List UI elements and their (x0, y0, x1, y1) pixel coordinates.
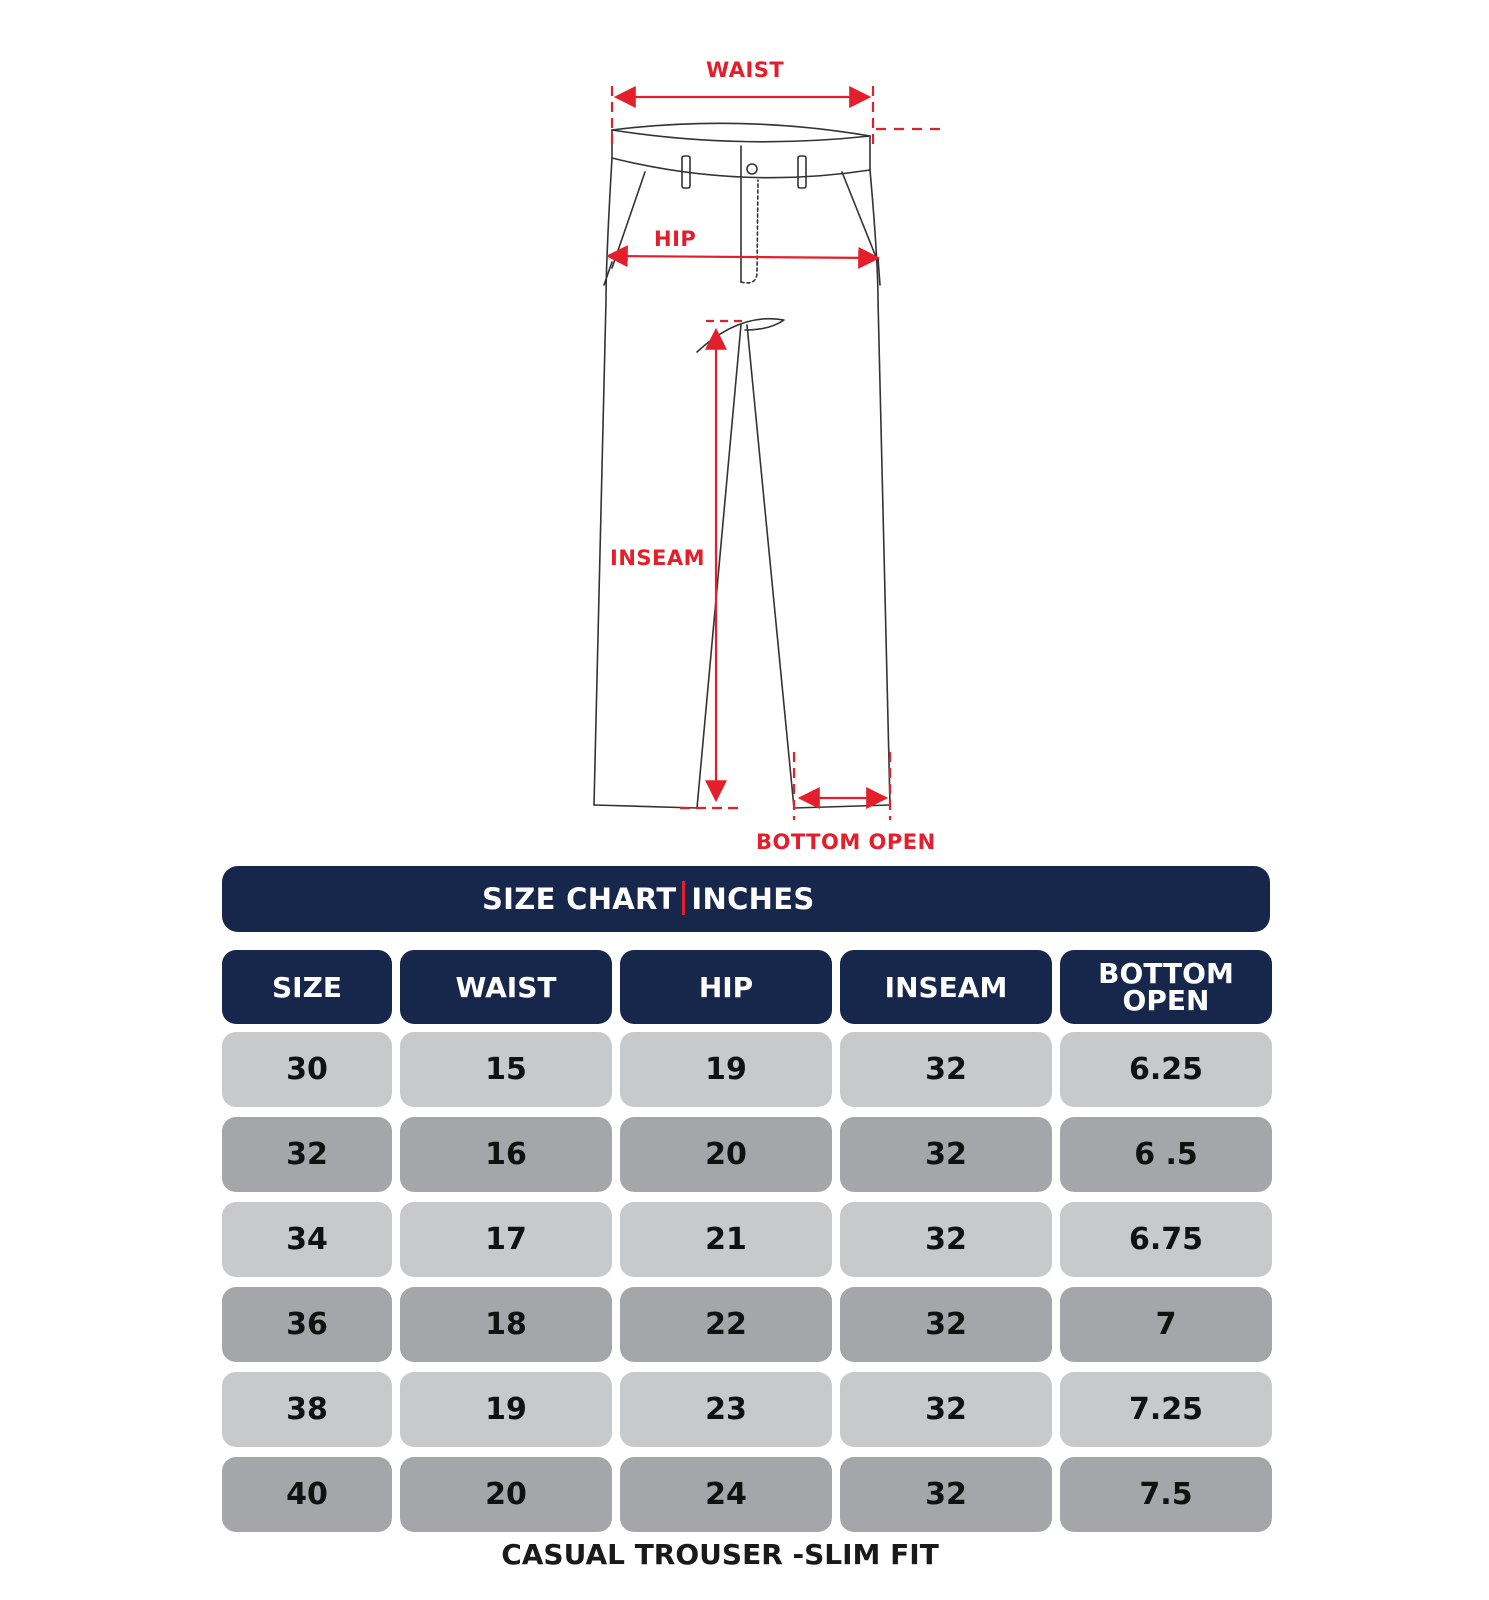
banner-title: SIZE CHART (482, 882, 677, 916)
cell-bottom-open: 6 .5 (1060, 1117, 1272, 1192)
banner-separator (682, 881, 685, 915)
waist-label: WAIST (706, 58, 785, 82)
cell-bottom-open: 7.5 (1060, 1457, 1272, 1532)
inseam-label: INSEAM (610, 546, 706, 570)
cell-waist: 16 (400, 1117, 612, 1192)
cell-waist: 19 (400, 1372, 612, 1447)
cell-hip: 20 (620, 1117, 832, 1192)
bottom-open-label: BOTTOM OPEN (756, 830, 936, 854)
header-bottom-open: BOTTOM OPEN (1060, 950, 1272, 1024)
cell-hip: 21 (620, 1202, 832, 1277)
cell-bottom-open: 7.25 (1060, 1372, 1272, 1447)
cell-waist: 15 (400, 1032, 612, 1107)
cell-hip: 23 (620, 1372, 832, 1447)
cell-inseam: 32 (840, 1372, 1052, 1447)
banner-unit: INCHES (691, 882, 815, 916)
cell-hip: 24 (620, 1457, 832, 1532)
cell-bottom-open: 7 (1060, 1287, 1272, 1362)
cell-size: 36 (222, 1287, 392, 1362)
cell-inseam: 32 (840, 1457, 1052, 1532)
cell-size: 38 (222, 1372, 392, 1447)
cell-inseam: 32 (840, 1202, 1052, 1277)
cell-hip: 22 (620, 1287, 832, 1362)
cell-waist: 18 (400, 1287, 612, 1362)
header-hip: HIP (620, 950, 832, 1024)
cell-inseam: 32 (840, 1117, 1052, 1192)
cell-size: 34 (222, 1202, 392, 1277)
product-title: CASUAL TROUSER -SLIM FIT (501, 1538, 939, 1571)
cell-inseam: 32 (840, 1032, 1052, 1107)
cell-waist: 20 (400, 1457, 612, 1532)
cell-size: 30 (222, 1032, 392, 1107)
size-chart-banner (222, 866, 1270, 932)
cell-bottom-open: 6.75 (1060, 1202, 1272, 1277)
header-waist: WAIST (400, 950, 612, 1024)
cell-size: 40 (222, 1457, 392, 1532)
hip-label: HIP (654, 227, 697, 251)
header-inseam: INSEAM (840, 950, 1052, 1024)
cell-hip: 19 (620, 1032, 832, 1107)
cell-size: 32 (222, 1117, 392, 1192)
header-size: SIZE (222, 950, 392, 1024)
cell-waist: 17 (400, 1202, 612, 1277)
cell-bottom-open: 6.25 (1060, 1032, 1272, 1107)
cell-inseam: 32 (840, 1287, 1052, 1362)
